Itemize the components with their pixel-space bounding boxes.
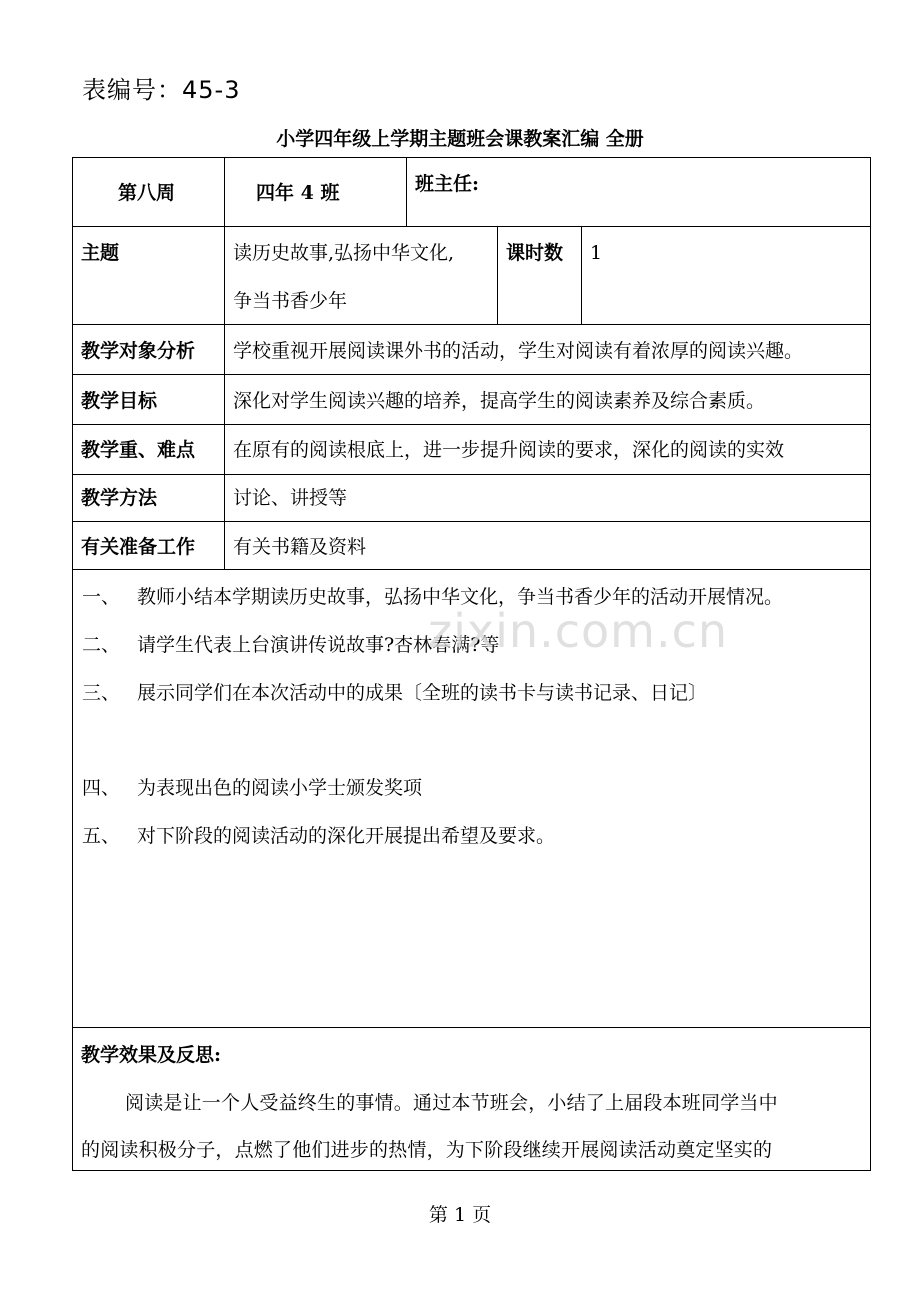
table-rule [72, 324, 871, 325]
row-label: 有关准备工作 [81, 536, 196, 558]
row-value: 学校重视开展阅读课外书的活动，学生对阅读有着浓厚的阅读兴趣。 [233, 340, 804, 362]
table-rule [72, 474, 871, 475]
process-number: 三、 [82, 682, 121, 704]
table-rule [72, 569, 871, 570]
table-rule [72, 424, 871, 425]
process-step: 请学生代表上台演讲传说故事?杏林春满?等 [137, 634, 500, 656]
table-rule [72, 521, 871, 522]
row-value: 在原有的阅读根底上，进一步提升阅读的要求，深化的阅读的实效 [233, 439, 785, 461]
class-hours-value: 1 [590, 242, 603, 264]
class-hours-label: 课时数 [506, 242, 564, 264]
form-number: 表编号：45-3 [82, 76, 241, 104]
process-step: 对下阶段的阅读活动的深化开展提出希望及要求。 [137, 825, 556, 847]
reflection-line: 阅读是让一个人受益终生的事情。通过本节班会，小结了上届段本班同学当中 [125, 1092, 778, 1114]
process-number: 四、 [82, 777, 121, 799]
table-rule [406, 157, 407, 226]
class-label: 四年 4 班 [256, 182, 340, 204]
head-teacher-label: 班主任: [415, 173, 480, 195]
theme-label: 主题 [81, 242, 120, 264]
reflection-line: 的阅读积极分子，点燃了他们进步的热情，为下阶段继续开展阅读活动奠定坚实的 [81, 1139, 773, 1161]
row-label: 教学重、难点 [81, 439, 196, 461]
process-step: 为表现出色的阅读小学士颁发奖项 [137, 777, 423, 799]
theme-value-line2: 争当书香少年 [233, 290, 348, 312]
document-title: 小学四年级上学期主题班会课教案汇编 全册 [276, 128, 644, 150]
table-rule [224, 157, 225, 569]
process-number: 一、 [82, 586, 121, 608]
process-step: 教师小结本学期读历史故事，弘扬中华文化，争当书香少年的活动开展情况。 [137, 586, 784, 608]
process-number: 五、 [82, 825, 121, 847]
theme-value-line1: 读历史故事,弘扬中华文化, [233, 242, 455, 264]
watermark: zixin.com.cn [428, 604, 729, 658]
page-number: 第 1 页 [428, 1204, 492, 1226]
table-rule [497, 226, 498, 324]
row-label: 教学方法 [81, 487, 158, 509]
table-rule [72, 226, 871, 227]
row-value: 深化对学生阅读兴趣的培养，提高学生的阅读素养及综合素质。 [233, 390, 766, 412]
row-label: 教学对象分析 [81, 340, 196, 362]
row-value: 有关书籍及资料 [233, 536, 367, 558]
row-value: 讨论、讲授等 [233, 487, 348, 509]
row-label: 教学目标 [81, 390, 158, 412]
table-rule [72, 1027, 871, 1028]
reflection-title: 教学效果及反思: [81, 1044, 222, 1066]
table-rule [72, 374, 871, 375]
process-number: 二、 [82, 634, 121, 656]
process-step: 展示同学们在本次活动中的成果〔全班的读书卡与读书记录、日记〕 [137, 682, 708, 704]
lesson-plan-table [72, 157, 871, 1171]
table-rule [581, 226, 582, 324]
week-label: 第八周 [118, 182, 176, 204]
